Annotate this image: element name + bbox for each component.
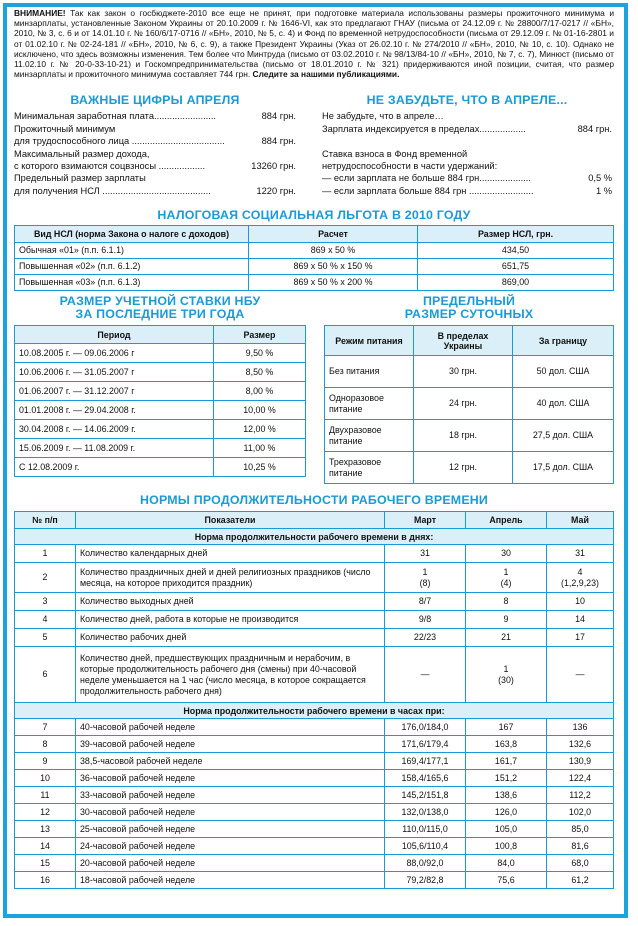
remember-line [322,160,612,172]
norms-cell: 31 [547,545,614,563]
important-lines [14,110,296,197]
norms-cell: 9 [466,611,547,629]
remember-line-label: Ставка взноса в Фонд временной [322,148,468,159]
norms-cell: 2 [15,563,76,593]
norms-cell: 24-часовой рабочей неделе [76,838,385,855]
norms-cell: 176,0/184,0 [385,719,466,736]
nsl-row-cell: 869,00 [418,275,614,291]
nbu-row-cell: 10.08.2005 г. — 09.06.2006 г [15,344,214,363]
nbu-title-line1: РАЗМЕР УЧЕТНОЙ СТАВКИ НБУ [59,294,261,308]
key-figures-section [14,94,614,206]
norms-section-row [15,529,614,545]
important-line-value: 13260 грн. [251,160,296,171]
norms-cell: 8/7 [385,593,466,611]
norms-cell: 5 [15,629,76,647]
daily-row [325,452,614,484]
norms-cell: 30 [466,545,547,563]
notice-lead: ВНИМАНИЕ! [14,8,66,18]
daily-title-line1: ПРЕДЕЛЬНЫЙ [422,294,516,308]
nsl-row-cell: 651,75 [418,259,614,275]
norms-cell: Количество календарных дней [76,545,385,563]
nbu-row-cell: 12,00 % [214,420,306,439]
nsl-title: НАЛОГОВАЯ СОЦИАЛЬНАЯ ЛЬГОТА В 2010 ГОДУ [157,208,471,222]
norms-cell: 102,0 [547,804,614,821]
norms-section-heading: Норма продолжительности рабочего времени в днях: [15,529,614,545]
remember-line-value: 0,5 % [588,173,612,184]
important-line-value: 1220 грн. [256,185,296,196]
nbu-row-cell: 30.04.2008 г. — 14.06.2009 г. [15,420,214,439]
norms-cell: 38,5-часовой рабочей неделе [76,753,385,770]
remember-line-value: 1 % [595,185,612,196]
norms-cell: 145,2/151,8 [385,787,466,804]
nbu-row-cell: 8,00 % [214,382,306,401]
norms-row [15,804,614,821]
nsl-row [15,275,614,291]
daily-row [325,356,614,388]
norms-cell: 130,9 [547,753,614,770]
nsl-row-cell: Повышенная «03» (п.п. 6.1.3) [15,275,249,291]
norms-row [15,753,614,770]
norms-row [15,629,614,647]
nsl-row-cell: 869 х 50 % [249,243,418,259]
notice-paragraph [14,8,614,94]
norms-cell: 61,2 [547,872,614,889]
nbu-row [15,401,306,420]
important-line-label: Максимальный размер дохода, [14,148,150,159]
norms-cell: 9 [15,753,76,770]
norms-section-row [15,703,614,719]
important-line-label: Предельный размер зарплаты [14,173,146,184]
norms-cell: 163,8 [466,736,547,753]
nbu-row-cell: 15.06.2009 г. — 11.08.2009 г. [15,439,214,458]
norms-cell: 6 [15,647,76,703]
norms-cell: 136 [547,719,614,736]
daily-row [325,420,614,452]
remember-line-label: Не забудьте, что в апреле… [322,111,444,122]
nbu-header-period: Период [15,326,214,344]
norms-cell: 17 [547,629,614,647]
daily-row-cell: 17,5 дол. США [513,452,614,484]
important-line-value: 884 грн. [261,111,296,122]
norms-header-may: Май [547,512,614,529]
norms-cell: 36-часовой рабочей неделе [76,770,385,787]
norms-cell: 10 [547,593,614,611]
daily-row-cell: 24 грн. [414,388,513,420]
norms-row [15,647,614,703]
important-line-value: 884 грн. [261,136,296,147]
important-line [14,160,296,172]
norms-cell: 88,0/92,0 [385,855,466,872]
nsl-row-cell: Обычная «01» (п.п. 6.1.1) [15,243,249,259]
nbu-row-cell: 10.06.2006 г. — 31.05.2007 г [15,363,214,382]
norms-cell: 105,6/110,4 [385,838,466,855]
remember-line [322,172,612,184]
norms-table [14,511,614,889]
norms-cell: 167 [466,719,547,736]
norms-cell: Количество рабочих дней [76,629,385,647]
nsl-row-cell: 434,50 [418,243,614,259]
remember-line [322,148,612,160]
norms-cell: 16 [15,872,76,889]
daily-row-cell: Одноразовое питание [325,388,414,420]
remember-line [322,135,612,147]
notice-tail: Следите за нашими публикациями. [252,69,400,80]
remember-line [322,123,612,135]
norms-cell: — [385,647,466,703]
norms-cell: 8 [15,736,76,753]
norms-row [15,611,614,629]
norms-header-march: Март [385,512,466,529]
norms-cell: 14 [15,838,76,855]
remember-title: НЕ ЗАБУДЬТЕ, ЧТО В АПРЕЛЕ... [366,93,568,107]
norms-cell: 1 [15,545,76,563]
norms-row [15,593,614,611]
important-line [14,148,296,160]
nbu-header-rate: Размер [214,326,306,344]
daily-row-cell: 18 грн. [414,420,513,452]
norms-cell: 1 (4) [466,563,547,593]
document [14,8,614,889]
norms-cell: Количество праздничных дней и дней религиозных праздников (число месяца, на которое приходится праздник) [76,563,385,593]
nbu-row [15,382,306,401]
norms-row [15,545,614,563]
norms-cell: 75,6 [466,872,547,889]
norms-row [15,770,614,787]
norms-cell: 20-часовой рабочей неделе [76,855,385,872]
norms-cell: 112,2 [547,787,614,804]
important-line-label: Прожиточный минимум [14,123,116,134]
norms-cell: 122,4 [547,770,614,787]
norms-cell: 132,6 [547,736,614,753]
nsl-row-cell: 869 х 50 % х 150 % [249,259,418,275]
norms-cell: 13 [15,821,76,838]
daily-title-line2: РАЗМЕР СУТОЧНЫХ [404,307,534,321]
daily-row-cell: 30 грн. [414,356,513,388]
norms-cell: 138,6 [466,787,547,804]
norms-cell: 11 [15,787,76,804]
nbu-row-cell: 10,00 % [214,401,306,420]
norms-cell: 161,7 [466,753,547,770]
important-line-label: Минимальная заработная плата........................ [14,111,217,122]
norms-cell: 8 [466,593,547,611]
daily-block [324,295,614,484]
daily-table [324,325,614,484]
norms-cell: Количество выходных дней [76,593,385,611]
remember-line-label: нетрудоспособности в части удержаний: [322,160,498,171]
norms-cell: 68,0 [547,855,614,872]
daily-row-cell: Без питания [325,356,414,388]
nbu-row [15,344,306,363]
norms-cell: 40-часовой рабочей неделе [76,719,385,736]
nbu-row-cell: 8,50 % [214,363,306,382]
nbu-row-cell: 9,50 % [214,344,306,363]
daily-row-cell: Трехразовое питание [325,452,414,484]
remember-line-label: — если зарплата не больше 884 грн.................... [322,173,531,184]
important-line-label: для трудоспособного лица .................................... [14,136,225,147]
norms-cell: 169,4/177,1 [385,753,466,770]
norms-row [15,736,614,753]
important-line [14,135,296,147]
norms-cell: 110,0/115,0 [385,821,466,838]
daily-row-cell: 40 дол. США [513,388,614,420]
daily-header-ukraine: В пределах Украины [414,326,513,356]
norms-cell: 9/8 [385,611,466,629]
nsl-header-calc: Расчет [249,226,418,243]
remember-line [322,185,612,197]
important-line-label: для получения НСЛ .......................................... [14,185,211,196]
nbu-row [15,458,306,477]
remember-line-label: — если зарплата больше 884 грн ......................... [322,185,534,196]
daily-header-abroad: За границу [513,326,614,356]
important-line [14,172,296,184]
norms-cell: 10 [15,770,76,787]
norms-cell: 15 [15,855,76,872]
norms-cell: 4 [15,611,76,629]
norms-cell: 18-часовой рабочей неделе [76,872,385,889]
nsl-table [14,225,614,291]
remember-line-value: 884 грн. [577,123,612,134]
daily-row-cell: 50 дол. США [513,356,614,388]
norms-row [15,787,614,804]
norms-cell: 7 [15,719,76,736]
norms-cell: 25-часовой рабочей неделе [76,821,385,838]
norms-row [15,821,614,838]
rates-section [14,295,614,493]
important-line-label: с которого взимаются соцвзносы .................. [14,160,206,171]
nbu-title-line2: ЗА ПОСЛЕДНИЕ ТРИ ГОДА [75,307,245,321]
norms-cell: Количество дней, работа в которые не производится [76,611,385,629]
norms-section-heading: Норма продолжительности рабочего времени в часах при: [15,703,614,719]
norms-row [15,563,614,593]
nsl-row [15,243,614,259]
remember-figures [322,94,612,197]
remember-line [322,110,612,122]
remember-lines [322,110,612,197]
notice-text: Так как закон о госбюджете-2010 все еще не принят, при подготовке материала использованы размеры прожиточного минимума и минзарплаты, установленные Законом Украины от 20.10.2009 г. № 1646-VI, как это предлагают ГНАУ (письма от 24.12.09 г. № 28800/7/17-0217 // «БН», 2010, № 3, с. 6 и от 14.01.10 г. № 160/6/17-0716 // «БН», 2010, № 5, с. 4) и Фонд по временной нетрудоспособности (письма от 29.12.09 г. № 01-16-2801 и от 01.02.10 г. № 02-24-181 // «БН», 2010, № 6, с. 9), а также Президент Украины (Указ от 26.02.10 г. № 274/2010 // «БН», 2010, № 10, с. 10). Однако не исключено, что здесь возможны изменения. Тем более что Минтруда (письмо от 03.02.2010 г. № 98/13/84-10 // «БН», 2010, № 7, с. 7), Минюст (письмо от 11.02.10 г. № 20-0-33-10-21) и Госкомпредпринимательства (письмо от 18.01.2010 г. № 321) придерживаются иной позиции, считая, что размер минзарплаты и прожиточного минимума составляет 744 грн. [14,8,614,80]
norms-cell: 39-часовой рабочей неделе [76,736,385,753]
norms-cell: 30-часовой рабочей неделе [76,804,385,821]
norms-cell: 4 (1,2,9,23) [547,563,614,593]
daily-row-cell: 27,5 дол. США [513,420,614,452]
norms-title: НОРМЫ ПРОДОЛЖИТЕЛЬНОСТИ РАБОЧЕГО ВРЕМЕНИ [139,493,489,507]
daily-row-cell: Двухразовое питание [325,420,414,452]
nsl-header-type: Вид НСЛ (норма Закона о налоге с доходов) [15,226,249,243]
norms-cell: 1 (30) [466,647,547,703]
norms-cell: 100,8 [466,838,547,855]
important-line [14,185,296,197]
nbu-row-cell: С 12.08.2009 г. [15,458,214,477]
norms-cell: — [547,647,614,703]
important-line [14,123,296,135]
daily-header-mode: Режим питания [325,326,414,356]
norms-header-indicator: Показатели [76,512,385,529]
nbu-block [14,295,306,477]
nsl-row-cell: 869 х 50 % х 200 % [249,275,418,291]
nsl-row [15,259,614,275]
norms-row [15,855,614,872]
norms-cell: 1 (8) [385,563,466,593]
norms-cell: 31 [385,545,466,563]
nbu-row-cell: 10,25 % [214,458,306,477]
nsl-header-amount: Размер НСЛ, грн. [418,226,614,243]
norms-cell: 85,0 [547,821,614,838]
norms-cell: Количество дней, предшествующих праздничным и нерабочим, в которые продолжительность рабочего дня (смены) при 40-часовой неделе уменьшается на 1 час (число месяца, в которое сокращается продолжительность рабочего дня) [76,647,385,703]
norms-cell: 21 [466,629,547,647]
norms-header-april: Апрель [466,512,547,529]
nbu-row [15,439,306,458]
nbu-row [15,363,306,382]
norms-cell: 3 [15,593,76,611]
norms-cell: 22/23 [385,629,466,647]
norms-row [15,872,614,889]
norms-cell: 126,0 [466,804,547,821]
nbu-row-cell: 01.06.2007 г. — 31.12.2007 г [15,382,214,401]
norms-row [15,838,614,855]
norms-cell: 171,6/179,4 [385,736,466,753]
norms-cell: 105,0 [466,821,547,838]
norms-cell: 33-часовой рабочей неделе [76,787,385,804]
important-figures [14,94,296,197]
important-title: ВАЖНЫЕ ЦИФРЫ АПРЕЛЯ [70,93,240,107]
nsl-row-cell: Повышенная «02» (п.п. 6.1.2) [15,259,249,275]
norms-cell: 158,4/165,6 [385,770,466,787]
norms-cell: 132,0/138,0 [385,804,466,821]
important-line [14,110,296,122]
nbu-row [15,420,306,439]
nbu-row-cell: 01.01.2008 г. — 29.04.2008 г. [15,401,214,420]
nbu-row-cell: 11,00 % [214,439,306,458]
norms-row [15,719,614,736]
nbu-table [14,325,306,477]
norms-cell: 79,2/82,8 [385,872,466,889]
norms-header-num: № п/п [15,512,76,529]
norms-cell: 84,0 [466,855,547,872]
norms-cell: 12 [15,804,76,821]
norms-cell: 81,6 [547,838,614,855]
daily-row-cell: 12 грн. [414,452,513,484]
norms-cell: 14 [547,611,614,629]
remember-line-label: Зарплата индексируется в пределах.................. [322,123,526,134]
daily-row [325,388,614,420]
norms-cell: 151,2 [466,770,547,787]
